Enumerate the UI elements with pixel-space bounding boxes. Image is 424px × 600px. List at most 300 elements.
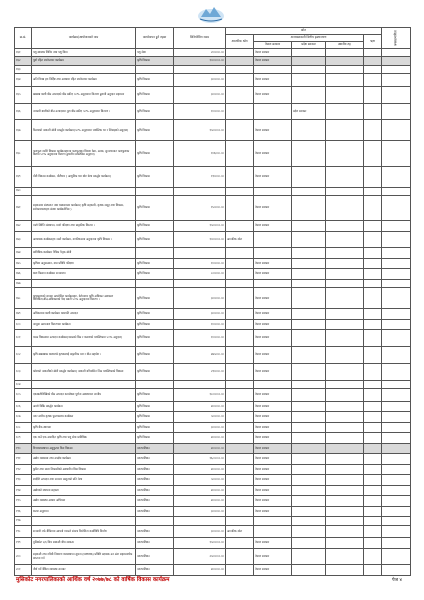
row-agency: कृषि विकास [136, 433, 174, 444]
row-agency: नगरपालिका [136, 464, 174, 475]
header-province: प्रदेश सरकार [292, 42, 326, 49]
row-sn: १९६ [15, 506, 32, 517]
row-federal-source: नेपाल सरकार [254, 74, 292, 87]
table-row [15, 57, 411, 65]
row-internal-source [226, 506, 254, 517]
row-program-name: प्राविधिक कार्यक्रम पैत्रिक पैतृक खेती [32, 248, 136, 259]
row-local-source [326, 120, 364, 141]
row-sn: १६७ [15, 120, 32, 141]
row-internal-source [226, 57, 254, 65]
row-federal-source: नेपाल सरकार [254, 538, 292, 549]
row-loan [364, 57, 382, 65]
row-internal-source [226, 517, 254, 525]
row-internal-source [226, 248, 254, 259]
row-program-name: वित्तव्यवस्थापन अनुकुलन विस विकास [32, 443, 136, 454]
row-program-name: सञ्चारी तर्फ बैकिंगमा आफ्नो गराउने संयन्त्र निमोनिता कार्यविधि निर्माण [32, 525, 136, 538]
row-federal-source: नेपाल सरकार [254, 389, 292, 402]
row-program-name: फलफूल नर्सरी विकास कार्यक्रमहरुमा फलफूलका बिरुवा केरा, अम्बा, सुन्तलाजात फलफूलका बिरुवा ५०% अनुदानमा वितरण ढुवानीत ग्राफ्टेडिङ अनुदान) [32, 141, 136, 166]
row-program-name [32, 380, 136, 388]
row-internal-source: आन्तरिक श्रोत [226, 525, 254, 538]
row-internal-source [226, 538, 254, 549]
row-amount: ३०००००.०० [174, 309, 226, 320]
row-federal-source [254, 380, 292, 388]
row-federal-source: नेपाल सरकार [254, 443, 292, 454]
row-province-source [292, 195, 326, 220]
row-province-source [292, 517, 326, 525]
row-amount: ४४५०००.०० [174, 347, 226, 364]
row-remarks [382, 422, 411, 433]
row-local-source [326, 548, 364, 565]
row-loan [364, 496, 382, 507]
row-federal-source: नेपाल सरकार [254, 309, 292, 320]
row-federal-source: नेपाल सरकार [254, 496, 292, 507]
row-agency: कृषि विकास [136, 288, 174, 309]
row-local-source [326, 363, 364, 380]
header-program: कार्यक्रम/आयोजनाको नाम [32, 28, 136, 49]
row-internal-source [226, 309, 254, 320]
row-amount: ४०००००.०० [174, 565, 226, 576]
table-row [15, 65, 411, 73]
row-internal-source [226, 389, 254, 402]
table-row [15, 86, 411, 103]
row-program-name: कोशको तरकारीको खेती प्रवर्द्धन कार्यक्रम( तरकारी बगैंचासित जिउ प्लास्टिकको विकास [32, 363, 136, 380]
row-amount: ३०००००.०० [174, 288, 226, 309]
row-sn: १८९ [15, 433, 32, 444]
row-province-source [292, 86, 326, 103]
row-remarks [382, 279, 411, 287]
row-federal-source [254, 517, 292, 525]
row-internal-source [226, 195, 254, 220]
table-row [15, 454, 411, 465]
row-local-source [326, 506, 364, 517]
row-federal-source: नेपाल सरकार [254, 166, 292, 187]
row-amount: ४०००००.०० [174, 485, 226, 496]
row-sn: १९८ [15, 525, 32, 538]
table-row [15, 363, 411, 380]
row-amount: १६८००००.०० [174, 454, 226, 465]
row-province-source [292, 538, 326, 549]
row-remarks [382, 231, 411, 248]
row-local-source [326, 330, 364, 347]
header-agency: कार्यान्वयन हुने तहमा [136, 28, 174, 49]
row-local-source [326, 57, 364, 65]
row-internal-source [226, 548, 254, 565]
row-sn: १९० [15, 443, 32, 454]
row-remarks [382, 347, 411, 364]
row-agency: नगरपालिका [136, 443, 174, 454]
row-internal-source [226, 363, 254, 380]
row-amount [174, 187, 226, 195]
row-province-source [292, 258, 326, 269]
row-federal-source: नेपाल सरकार [254, 57, 292, 65]
row-federal-source: नेपाल सरकार [254, 195, 292, 220]
row-remarks [382, 380, 411, 388]
row-program-name: पशु स्वास्थ्य शिविर तथा पशु बिमा [32, 49, 136, 57]
row-federal-source [254, 187, 292, 195]
row-local-source [326, 187, 364, 195]
row-province-source [292, 347, 326, 364]
row-sn: १८२ [15, 347, 32, 364]
row-remarks [382, 401, 411, 412]
row-amount: १५०००००.०० [174, 538, 226, 549]
table-row [15, 412, 411, 423]
row-remarks [382, 309, 411, 320]
row-amount: १०००००.०० [174, 258, 226, 269]
row-amount: ३०००००.०० [174, 506, 226, 517]
row-sn: १७९ [15, 309, 32, 320]
row-amount: ३०००००.०० [174, 525, 226, 538]
row-program-name: आवश्यक कार्यक्रमहरु जस्तै कार्यक्रम, नागरिकसमा अनुदानमा कृषि विकास । [32, 231, 136, 248]
row-sn: १९२ [15, 464, 32, 475]
row-loan [364, 248, 382, 259]
row-amount [174, 517, 226, 525]
row-local-source [326, 221, 364, 232]
row-province-source [292, 74, 326, 87]
row-federal-source: नेपाल सरकार [254, 86, 292, 103]
table-row [15, 485, 411, 496]
row-internal-source [226, 443, 254, 454]
row-local-source [326, 86, 364, 103]
row-federal-source: नेपाल सरकार [254, 422, 292, 433]
header-sn: क्र.सं. [15, 28, 32, 49]
row-federal-source: नेपाल सरकार [254, 141, 292, 166]
row-local-source [326, 288, 364, 309]
row-sn: १६४ [15, 74, 32, 87]
row-program-name: नगर स्तरीय कृषक पुस्तकालय कार्यक्रम [32, 412, 136, 423]
row-amount: १०००००.०० [174, 330, 226, 347]
table-row [15, 389, 411, 402]
row-program-name: अति विपन्न हरु निर्दिष्ट तथा अवधारा रहित स्वरोजगार कार्यक्रम [32, 74, 136, 87]
row-program-name: च्याउ विकासमा उत्पादन कार्यक्रम(च्याउको बिउ र कमलको प्लास्टिकमा ५०% अनुदान) [32, 330, 136, 347]
page-number: पेज ४ [392, 578, 402, 583]
row-agency: कृषि विकास [136, 231, 174, 248]
row-agency [136, 248, 174, 259]
row-amount: २०००००.०० [174, 49, 226, 57]
row-province-source [292, 57, 326, 65]
row-sn: १७० [15, 187, 32, 195]
row-remarks [382, 443, 411, 454]
row-program-name: एक गाउँ एक उत्पादित कृषि तथा पशु सेवा प्राविधिक [32, 433, 136, 444]
row-federal-source: नेपाल सरकार [254, 565, 292, 576]
row-local-source [326, 103, 364, 120]
table-row [15, 506, 411, 517]
table-row [15, 319, 411, 330]
table-row [15, 74, 411, 87]
table-row [15, 517, 411, 525]
row-loan [364, 269, 382, 280]
row-program-name: आलो बिक्रि प्रवर्द्धन कार्यक्रम [32, 401, 136, 412]
row-loan [364, 363, 382, 380]
row-federal-source: नेपाल सरकार [254, 288, 292, 309]
row-sn: २०१ [15, 565, 32, 576]
row-local-source [326, 525, 364, 538]
header-amount: विनियोजित रकम [174, 28, 226, 49]
row-province-source [292, 141, 326, 166]
row-local-source [326, 475, 364, 486]
row-province-source [292, 525, 326, 538]
row-province-source [292, 496, 326, 507]
row-agency [136, 380, 174, 388]
row-agency: कृषि विकास [136, 141, 174, 166]
row-program-name: मुसिकोट ५/६ बिच साकारी बीच सम्बन्ध [32, 538, 136, 549]
row-local-source [326, 464, 364, 475]
row-program-name: पूर्वा रहित स्वरोजगार कार्यक्रम [32, 57, 136, 65]
row-federal-source: नेपाल सरकार [254, 319, 292, 330]
row-province-source [292, 248, 326, 259]
row-sn: १८१ [15, 330, 32, 347]
row-program-name [32, 517, 136, 525]
header-source: स्रोत [226, 28, 382, 35]
row-province-source [292, 443, 326, 454]
row-internal-source [226, 86, 254, 103]
row-loan [364, 141, 382, 166]
row-amount: ४०००००.०० [174, 401, 226, 412]
row-federal-source: नेपाल सरकार [254, 454, 292, 465]
row-internal-source [226, 496, 254, 507]
row-sn: १८४ [15, 380, 32, 388]
row-internal-source [226, 74, 254, 87]
row-remarks [382, 141, 411, 166]
row-agency: कृषि विकास [136, 363, 174, 380]
row-amount: १००००००.०० [174, 57, 226, 65]
row-program-name: उद्योग व्यवस्था आधार अभियान [32, 496, 136, 507]
row-amount: १०००००.०० [174, 319, 226, 330]
row-federal-source: नेपाल सरकार [254, 475, 292, 486]
row-amount: १०००००.०० [174, 103, 226, 120]
row-loan [364, 65, 382, 73]
program-rows [15, 49, 411, 576]
row-amount [174, 279, 226, 287]
row-local-source [326, 347, 364, 364]
row-federal-source: नेपाल सरकार [254, 258, 292, 269]
row-amount: ८०००००.०० [174, 269, 226, 280]
row-sn: १६९ [15, 166, 32, 187]
row-local-source [326, 412, 364, 423]
row-agency: नगरपालिका [136, 538, 174, 549]
row-program-name: मौरी विकास कार्यक्रम, मौरीघार ( आधुनिक घार बोरु बेला प्रवर्द्धन कार्यक्रम) [32, 166, 136, 187]
row-internal-source [226, 319, 254, 330]
row-remarks [382, 74, 411, 87]
row-province-source [292, 166, 326, 187]
table-row [15, 330, 411, 347]
header-internal: आन्तरिक श्रोत [226, 35, 254, 49]
header-local: स्थानीय तह [326, 42, 364, 49]
row-agency: नगरपालिका [136, 548, 174, 565]
row-province-source [292, 422, 326, 433]
row-program-name: कृषकहरुको ज्ञानमा अधारेसित कार्यक्रमहरु, बेरोजगार कृषि अधिकार अवकाश विविधिता,बीउ,अधिकारको पैदा खाती ५०% अनुदानमा वितरण । [32, 288, 136, 309]
row-sn: १७२ [15, 221, 32, 232]
row-loan [364, 288, 382, 309]
row-province-source [292, 330, 326, 347]
row-sn: १६२ [15, 57, 32, 65]
table-row [15, 525, 411, 538]
row-loan [364, 221, 382, 232]
table-row [15, 269, 411, 280]
row-loan [364, 103, 382, 120]
row-remarks [382, 525, 411, 538]
row-loan [364, 475, 382, 486]
table-row [15, 187, 411, 195]
row-loan [364, 433, 382, 444]
row-province-source [292, 548, 326, 565]
row-internal-source [226, 412, 254, 423]
row-program-name [32, 187, 136, 195]
row-province-source [292, 475, 326, 486]
table-row [15, 380, 411, 388]
row-remarks [382, 120, 411, 141]
row-internal-source [226, 401, 254, 412]
row-loan [364, 309, 382, 320]
row-agency [136, 65, 174, 73]
row-agency: नगरपालिका [136, 485, 174, 496]
table-row [15, 248, 411, 259]
row-remarks [382, 475, 411, 486]
row-province-source [292, 389, 326, 402]
row-remarks [382, 538, 411, 549]
row-loan [364, 454, 382, 465]
row-program-name [32, 65, 136, 73]
table-row [15, 195, 411, 220]
row-remarks [382, 195, 411, 220]
row-agency: नगरपालिका [136, 565, 174, 576]
row-loan [364, 389, 382, 402]
row-internal-source [226, 221, 254, 232]
row-amount: ३०००००.०० [174, 86, 226, 103]
row-program-name: सहकारमा संस्थागत तथा व्यवसायमा कार्यक्रम( कृषि सहकारी, कृषक समूह तथा विकास, सरोकारवालाहरु संस्था कार्यक्रमेत्रिय ) [32, 195, 136, 220]
row-remarks [382, 65, 411, 73]
row-amount: ४०००००.०० [174, 433, 226, 444]
row-agency: कृषि विकास [136, 166, 174, 187]
row-province-source [292, 221, 326, 232]
row-loan [364, 330, 382, 347]
table-row [15, 548, 411, 565]
row-internal-source [226, 330, 254, 347]
row-sn: २०० [15, 548, 32, 565]
row-federal-source: नेपाल सरकार [254, 464, 292, 475]
row-program-name [32, 279, 136, 287]
header-loan: ऋण [364, 35, 382, 49]
row-loan [364, 49, 382, 57]
row-loan [364, 443, 382, 454]
row-federal-source [254, 279, 292, 287]
row-agency: कृषि विकास [136, 221, 174, 232]
row-federal-source [254, 103, 292, 120]
row-internal-source [226, 422, 254, 433]
row-remarks [382, 258, 411, 269]
row-loan [364, 538, 382, 549]
table-row [15, 464, 411, 475]
row-loan [364, 166, 382, 187]
row-sn: १८८ [15, 422, 32, 433]
row-province-source [292, 279, 326, 287]
row-amount: ५०००००.०० [174, 475, 226, 486]
row-local-source [326, 279, 364, 287]
table-row [15, 49, 411, 57]
row-sn: १७६ [15, 269, 32, 280]
row-sn: १९३ [15, 475, 32, 486]
row-internal-source [226, 166, 254, 187]
table-row [15, 279, 411, 287]
row-local-source [326, 65, 364, 73]
row-agency: कृषि विकास [136, 120, 174, 141]
row-federal-source [254, 248, 292, 259]
row-province-source [292, 412, 326, 423]
row-sn: १६६ [15, 103, 32, 120]
row-internal-source [226, 120, 254, 141]
row-sn: १६१ [15, 49, 32, 57]
row-program-name: उद्योगको स्थापना सहयता [32, 485, 136, 496]
row-sn: १८३ [15, 363, 32, 380]
row-amount: १५०००००.०० [174, 120, 226, 141]
row-internal-source [226, 347, 254, 364]
row-federal-source: नेपाल सरकार [254, 548, 292, 565]
program-table [14, 27, 411, 576]
row-internal-source [226, 433, 254, 444]
row-federal-source: नेपाल सरकार [254, 269, 292, 280]
row-local-source [326, 195, 364, 220]
row-province-source [292, 269, 326, 280]
header-intergov: अन्तरसरकारी वित्तीय हस्तान्तरण [254, 35, 364, 42]
row-local-source [326, 485, 364, 496]
row-agency: कृषि विकास [136, 269, 174, 280]
row-agency: कृषि विकास [136, 319, 174, 330]
row-internal-source [226, 141, 254, 166]
row-amount: १०६०००.०० [174, 141, 226, 166]
row-loan [364, 506, 382, 517]
table-row [15, 496, 411, 507]
row-local-source [326, 389, 364, 402]
row-internal-source [226, 279, 254, 287]
row-local-source [326, 517, 364, 525]
row-loan [364, 319, 382, 330]
row-local-source [326, 538, 364, 549]
row-province-source [292, 187, 326, 195]
row-program-name: फिल्डको तरकारी खेती प्रवर्द्धन कार्यक्रम(५०% अनुदानमा प्लास्टिक घर र सिंचाइको अनुदान) [32, 120, 136, 141]
row-remarks [382, 103, 411, 120]
row-loan [364, 380, 382, 388]
row-agency: कृषि विकास [136, 347, 174, 364]
row-amount [174, 65, 226, 73]
row-agency [136, 517, 174, 525]
row-remarks [382, 363, 411, 380]
row-loan [364, 525, 382, 538]
row-sn: १९४ [15, 485, 32, 496]
row-loan [364, 258, 382, 269]
row-province-source [292, 65, 326, 73]
row-province-source: प्रदेश सरकार [292, 103, 326, 120]
row-amount: ४०००००.०० [174, 443, 226, 454]
row-loan [364, 548, 382, 565]
row-sn: १९९ [15, 538, 32, 549]
row-program-name: अधिकारमा बाली कार्यक्रम वनस्पति उत्पादन [32, 309, 136, 320]
row-amount: ४०००००.०० [174, 464, 226, 475]
table-row [15, 288, 411, 309]
row-internal-source [226, 464, 254, 475]
row-program-name: माटो स्थिति संस्थापन, माटो परिक्षण तथा प्राङ्गारिक विस्तार । [32, 221, 136, 232]
row-agency: कृषि विकास [136, 258, 174, 269]
row-agency: कृषि विकास [136, 195, 174, 220]
row-remarks [382, 330, 411, 347]
row-federal-source: नेपाल सरकार [254, 221, 292, 232]
row-federal-source: नेपाल सरकार [254, 485, 292, 496]
table-row [15, 231, 411, 248]
row-federal-source [254, 525, 292, 538]
row-remarks [382, 496, 411, 507]
row-local-source [326, 422, 364, 433]
row-remarks [382, 433, 411, 444]
row-agency: नगरपालिका [136, 525, 174, 538]
row-remarks [382, 57, 411, 65]
